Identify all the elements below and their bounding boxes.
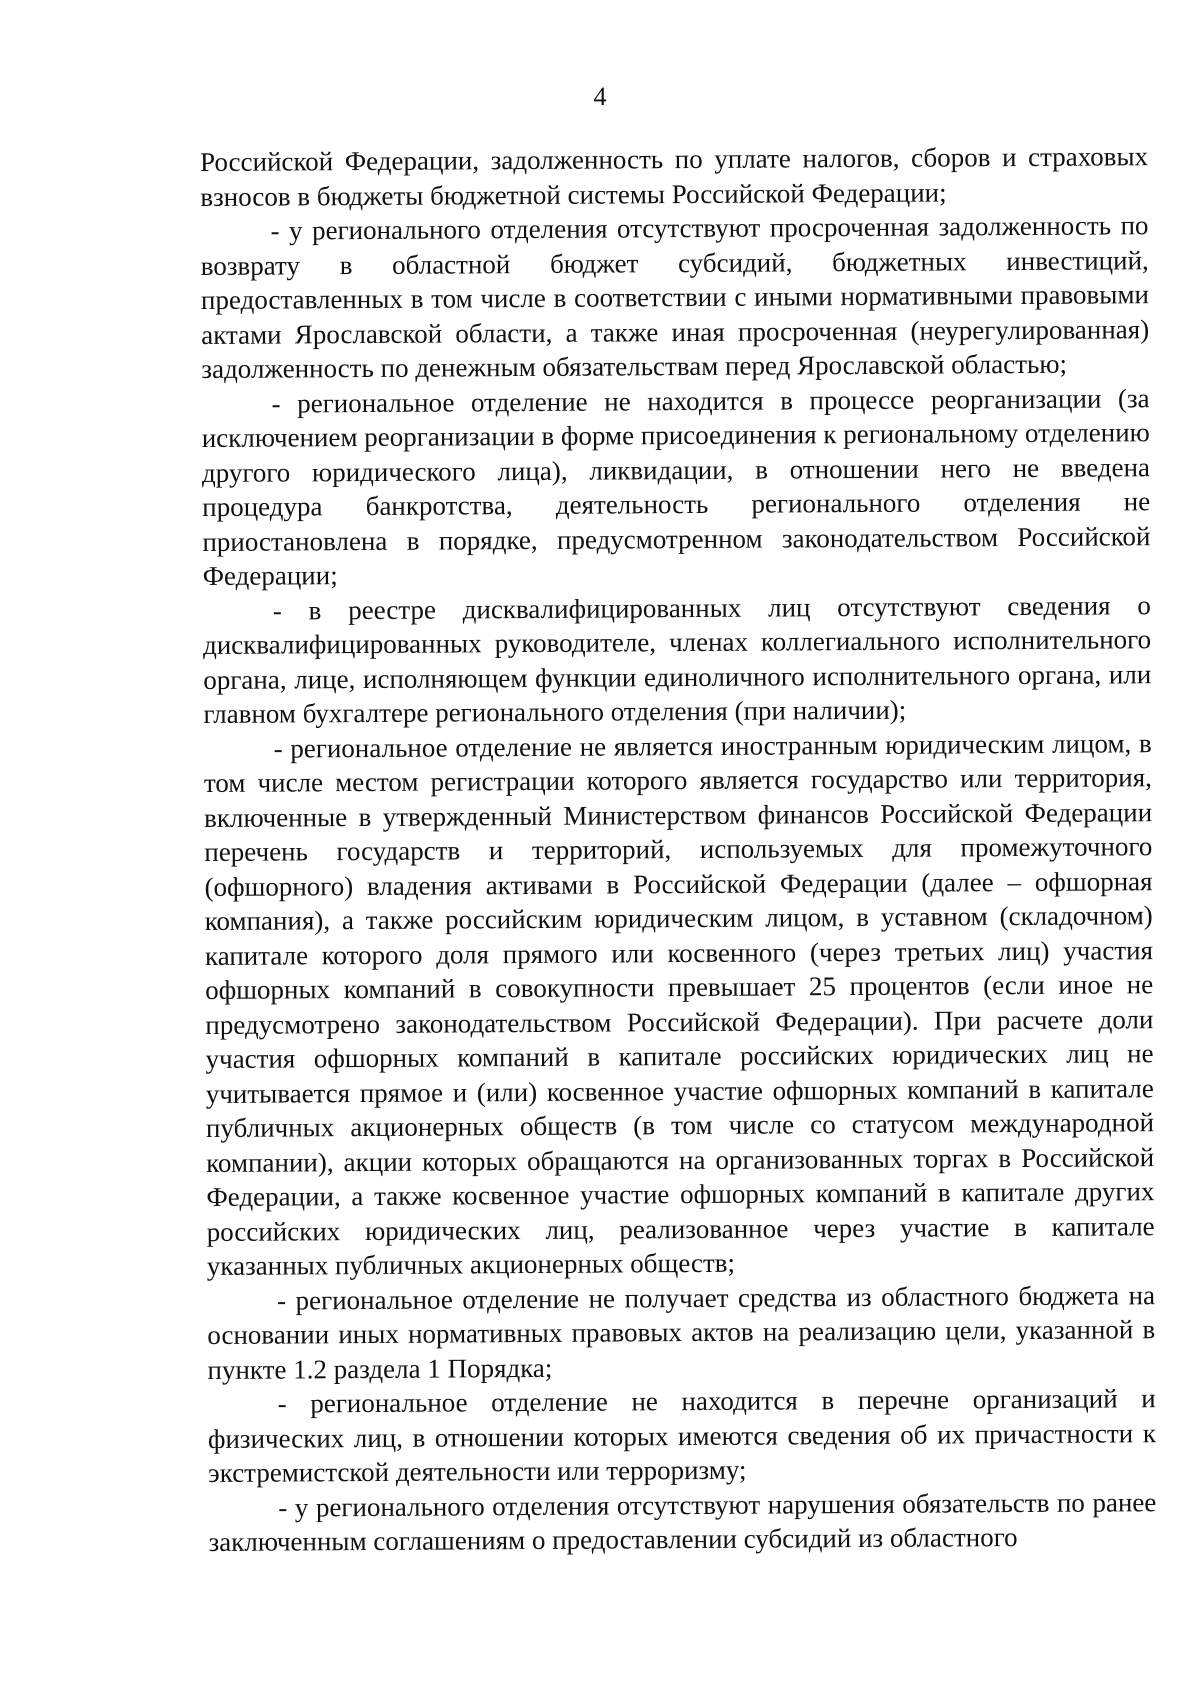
paragraph-continuation: Российской Федерации, задолженность по уплате налогов, сборов и страховых взносов в бюджеты бюджетной системы Российской Федерации; bbox=[200, 141, 1149, 212]
page-number: 4 bbox=[593, 82, 607, 111]
paragraph-prior-agreements: - у регионального отделения отсутствуют нарушения обязательств по ранее заключенным соглашениям о предоставлении субсидий из областного bbox=[208, 1486, 1157, 1557]
paragraph-disqualified-persons: - в реестре дисквалифицированных лиц отсутствуют сведения о дисквалифицированных руководителе, членах коллегиального исполнительного органа, лице, исполняющем функции единоличного исполнительного органа, или главном бухгалтере регионального отделения (при наличии); bbox=[202, 589, 1152, 729]
paragraph-extremism-list: - региональное отделение не находится в перечне организаций и физических лиц, в отношении которых имеются сведения об их причастности к экстремистской деятельности или терроризму; bbox=[207, 1383, 1156, 1488]
paragraph-offshore: - региональное отделение не является иностранным юридическим лицом, в том числе местом регистрации которого является государство или территория, включенные в утвержденный Министерством финансов Российской Федерации перечень государств и территорий, используемых для промежуточного (офшорного) владения активами в Российской Федерации (далее – офшорная компания), а также российским юридическим лицом, в уставном (складочном) капитале которого доля прямого или косвенного (через третьих лиц) участия офшорных компаний в совокупности превышает 25 процентов (если иное не предусмотрено законодательством Российской Федерации). При расчете доли участия офшорных компаний в капитале российских юридических лиц не учитывается прямое и (или) косвенное участие офшорных компаний в капитале публичных акционерных обществ (в том числе со статусом международной компании), акции которых обращаются на организованных торгах в Российской Федерации, а также косвенное участие офшорных компаний в капитале других российских юридических лиц, реализованное через участие в капитале указанных публичных акционерных обществ; bbox=[203, 727, 1155, 1281]
paragraph-other-funding: - региональное отделение не получает средства из областного бюджета на основании иных нормативных правовых актов на реализацию цели, указанной в пункте 1.2 раздела 1 Порядка; bbox=[207, 1279, 1156, 1385]
document-body bbox=[200, 139, 1157, 1559]
paragraph-reorganization: - региональное отделение не находится в процессе реорганизации (за исключением реорганизации в форме присоединения к региональному отделению другого юридического лица), ликвидации, в отношении него не введена процедура банкротства, деятельность регионального отделения не приостановлена в порядке, предусмотренном законодательством Российской Федерации; bbox=[201, 382, 1151, 591]
paragraph-debt-arrears: - у регионального отделения отсутствуют просроченная задолженность по возврату в областной бюджет субсидий, бюджетных инвестиций, предоставленных в том числе в соответствии с иными нормативными правовыми актами Ярославской области, а также иная просроченная (неурегулированная) задолженность по денежным обязательствам перед Ярославской областью; bbox=[200, 210, 1150, 384]
